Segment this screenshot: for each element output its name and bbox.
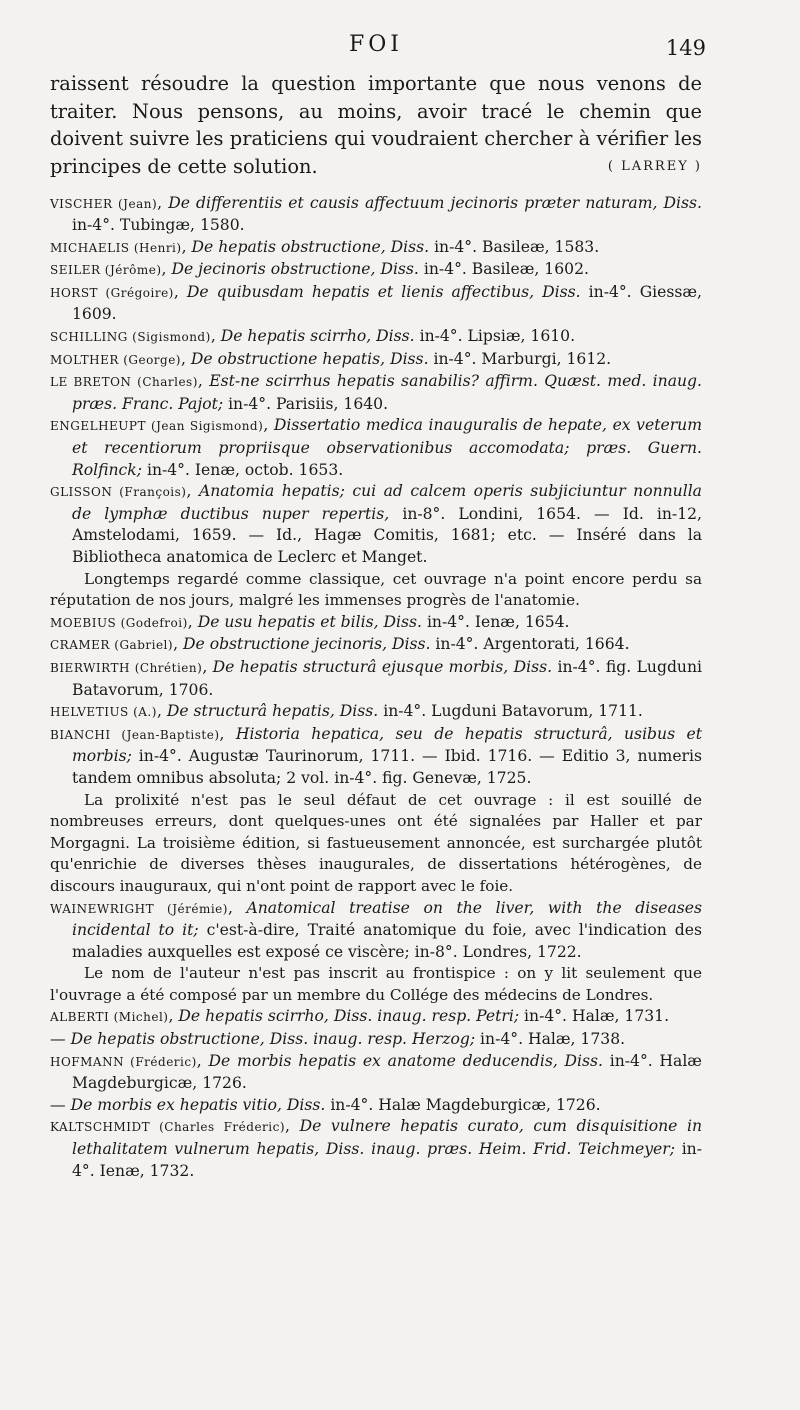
bibliography-entry bbox=[50, 657, 702, 701]
entry-author: BIANCHI (Jean-Baptiste) bbox=[50, 727, 220, 742]
entry-separator: , bbox=[161, 260, 172, 279]
entry-separator: , bbox=[197, 372, 210, 391]
entry-title: De obstructione jecinoris, Diss. bbox=[183, 635, 431, 654]
bibliography-entry bbox=[50, 282, 702, 326]
entry-imprint: in-4°. Halæ, 1738. bbox=[475, 1030, 626, 1049]
entry-imprint: in-4°. Tubingæ, 1580. bbox=[72, 216, 245, 235]
entry-separator: , bbox=[181, 349, 191, 368]
page-header bbox=[50, 30, 706, 68]
entry-author: KALTSCHMIDT (Charles Fréderic) bbox=[50, 1120, 286, 1135]
entry-title: De jecinoris obstructione, Diss. bbox=[171, 260, 419, 279]
entry-separator: , bbox=[227, 898, 247, 917]
entry-separator: , bbox=[202, 657, 213, 676]
bibliography-entry bbox=[50, 898, 702, 964]
entry-title: De hepatis obstructione, Diss. inaug. resp. Herzog; bbox=[70, 1030, 476, 1049]
entry-author: SEILER (Jérôme) bbox=[50, 263, 162, 278]
bibliography-entry bbox=[50, 1095, 702, 1117]
entry-imprint: in-4°. Parisiis, 1640. bbox=[223, 394, 389, 413]
entry-separator: , bbox=[173, 635, 183, 654]
bibliography-entry bbox=[50, 724, 702, 790]
entry-title: De usu hepatis et bilis, Diss. bbox=[197, 612, 422, 631]
entry-imprint: in-4°. Lugduni Batavorum, 1711. bbox=[378, 702, 643, 721]
entry-title: Est-ne scirrhus hepatis sanabilis? affirm. Quæst. med. inaug. præs. Franc. Pajot; bbox=[72, 372, 702, 413]
bibliography-entry bbox=[50, 701, 702, 724]
entry-imprint: in-4°. Halæ Magdeburgicæ, 1726. bbox=[72, 1051, 702, 1093]
entry-separator: , bbox=[181, 237, 192, 256]
entry-separator: , bbox=[263, 416, 274, 435]
entry-title: De morbis ex hepatis vitio, Diss. bbox=[70, 1095, 326, 1114]
entry-imprint: in-4°. Marburgi, 1612. bbox=[428, 349, 612, 368]
entry-title: De hepatis structurâ ejusque morbis, Diss. bbox=[212, 657, 553, 676]
entry-author: LE BRETON (Charles) bbox=[50, 375, 198, 390]
bibliography-entry bbox=[50, 326, 702, 349]
entry-imprint: in-4°. Lipsiæ, 1610. bbox=[414, 327, 576, 346]
entry-imprint: in-4°. Ienæ, 1732. bbox=[72, 1140, 702, 1180]
entry-separator: , bbox=[157, 193, 169, 212]
bibliography-entry bbox=[50, 349, 702, 372]
entry-separator: , bbox=[186, 482, 199, 501]
entry-author: HELVETIUS (A.) bbox=[50, 705, 157, 720]
entry-imprint: in-4°. Augustæ Taurinorum, 1711. — Ibid. 1716. — Editio 3, numeris tandem omnibus absoluta; 2 vol. in-4°. fig. Genevæ, 1725. bbox=[72, 747, 702, 787]
entry-title: Dissertatio medica inauguralis de hepate, ex veterum et recentiorum propriisque observationibus accomodata; præs. Guern. Rolfinck; bbox=[72, 416, 703, 479]
bibliography-entry bbox=[50, 1116, 702, 1182]
entry-author: HOFMANN (Fréderic) bbox=[50, 1054, 197, 1069]
bibliography-entry bbox=[50, 371, 702, 415]
entry-title: De hepatis scirrho, Diss. bbox=[220, 327, 415, 346]
entry-author: BIERWIRTH (Chrétien) bbox=[50, 660, 203, 675]
entry-title: Anatomia hepatis; cui ad calcem operis subjiciuntur nonnulla de lymphæ ductibus nuper repertis, bbox=[72, 482, 702, 523]
entry-imprint: in-4°. fig. Lugduni Batavorum, 1706. bbox=[72, 657, 703, 699]
bibliography-entry bbox=[50, 481, 702, 568]
entry-separator: , bbox=[173, 282, 187, 301]
entry-title: De differentiis et causis affectuum jecinoris præter naturam, Diss. bbox=[168, 193, 702, 212]
entry-imprint: in-4°. Ienæ, octob. 1653. bbox=[142, 460, 344, 479]
entry-title: De structurâ hepatis, Diss. bbox=[166, 702, 379, 721]
commentary-paragraph: Longtemps regardé comme classique, cet ouvrage n'a point encore perdu sa réputation de nos jours, malgré les immenses progrès de l'anatomie. bbox=[50, 569, 702, 610]
bibliography-entry bbox=[50, 1006, 702, 1029]
entry-title: Anatomical treatise on the liver, with the diseases incidental to it; bbox=[72, 898, 702, 940]
entry-title: De quibusdam hepatis et lienis affectibus, Diss. bbox=[186, 282, 581, 301]
entry-imprint: in-4°. Halæ, 1731. bbox=[519, 1007, 670, 1026]
entry-separator: , bbox=[187, 612, 198, 631]
entry-imprint: in-4°. Basileæ, 1602. bbox=[418, 260, 589, 279]
entry-separator: , bbox=[285, 1117, 300, 1136]
entry-imprint: in-4°. Giessæ, 1609. bbox=[72, 282, 702, 324]
running-title: FOI bbox=[349, 32, 403, 57]
entry-author: SCHILLING (Sigismond) bbox=[50, 330, 211, 345]
entry-author: VISCHER (Jean) bbox=[50, 196, 158, 211]
entry-imprint: in-4°. Argentorati, 1664. bbox=[430, 635, 630, 654]
entry-title: Historia hepatica, seu de hepatis structurâ, usibus et morbis; bbox=[72, 724, 702, 766]
intro-signature: ( LARREY ) bbox=[607, 159, 702, 174]
entry-author: MOEBIUS (Godefroi) bbox=[50, 615, 188, 630]
entry-author: WAINEWRIGHT (Jérémie) bbox=[50, 901, 228, 916]
entry-title: De hepatis scirrho, Diss. inaug. resp. Petri; bbox=[178, 1007, 520, 1026]
entry-separator: — bbox=[50, 1030, 71, 1049]
entry-author: MICHAELIS (Henri) bbox=[50, 240, 182, 255]
bibliography-entry bbox=[50, 193, 702, 237]
entry-imprint: in-4°. Halæ Magdeburgicæ, 1726. bbox=[325, 1095, 601, 1114]
bibliography-list bbox=[50, 193, 702, 1183]
entry-separator: , bbox=[168, 1007, 179, 1026]
bibliography-entry bbox=[50, 237, 702, 260]
entry-separator: , bbox=[156, 702, 167, 721]
bibliography-entry bbox=[50, 1029, 702, 1051]
intro-paragraph: raissent résoudre la question importante que nous venons de traiter. Nous pensons, au moins, avoir tracé le chemin que doivent suivre les praticiens qui voudraient chercher à vérifier les principes de cette solution. bbox=[50, 72, 702, 178]
commentary-paragraph: Le nom de l'auteur n'est pas inscrit au frontispice : on y lit seulement que l'ouvrage a été composé par un membre du Collége des médecins de Londres. bbox=[50, 964, 702, 1004]
entry-imprint: c'est-à-dire, Traité anatomique du foie, avec l'indication des maladies auxquelles est exposé ce viscère; in-8°. Londres, 1722. bbox=[72, 921, 702, 961]
entry-imprint: in-8°. Londini, 1654. — Id. in-12, Amstelodami, 1659. — Id., Hagæ Comitis, 1681; etc. — Inséré dans la Bibliotheca anatomica de Leclerc et Manget. bbox=[72, 504, 702, 566]
entry-imprint: in-4°. Basileæ, 1583. bbox=[429, 237, 600, 256]
bibliography-entry bbox=[50, 612, 702, 635]
entry-author: MOLTHER (George) bbox=[50, 352, 181, 367]
entry-title: De vulnere hepatis curato, cum disquisitione in lethalitatem vulnerum hepatis, Diss. inaug. præs. Heim. Frid. Teichmeyer; bbox=[72, 1117, 702, 1159]
entry-author: ALBERTI (Michel) bbox=[50, 1010, 169, 1025]
bibliography-entry bbox=[50, 634, 702, 657]
entry-author: ENGELHEUPT (Jean Sigismond) bbox=[50, 419, 264, 434]
entry-separator: , bbox=[196, 1051, 209, 1070]
entry-author: GLISSON (François) bbox=[50, 485, 187, 500]
book-page bbox=[50, 30, 706, 1182]
entry-imprint: in-4°. Ienæ, 1654. bbox=[421, 612, 570, 631]
entry-title: De morbis hepatis ex anatome deducendis, Diss. bbox=[208, 1051, 603, 1070]
entry-title: De obstructione hepatis, Diss. bbox=[190, 349, 429, 368]
entry-title: De hepatis obstructione, Diss. bbox=[191, 237, 430, 256]
bibliography-entry bbox=[50, 415, 702, 481]
entry-separator: , bbox=[210, 327, 221, 346]
commentary-paragraph: La prolixité n'est pas le seul défaut de cet ouvrage : il est souillé de nombreuses erreurs, dont quelques-unes ont été signalées par Haller et par Morgagni. La troisième édition, si fastueusement annoncée, est surchargée plutôt qu'enrichie de diverses thèses inaugurales, de dissertations hétérogènes, de discours inauguraux, qui n'ont point de rapport avec le foie. bbox=[50, 790, 702, 895]
bibliography-entry bbox=[50, 1051, 702, 1095]
entry-author: CRAMER (Gabriel) bbox=[50, 638, 174, 653]
bibliography-entry bbox=[50, 259, 702, 282]
page-number: 149 bbox=[665, 36, 706, 60]
entry-separator: , bbox=[219, 724, 236, 743]
entry-author: HORST (Grégoire) bbox=[50, 285, 174, 300]
entry-separator: — bbox=[50, 1095, 71, 1114]
